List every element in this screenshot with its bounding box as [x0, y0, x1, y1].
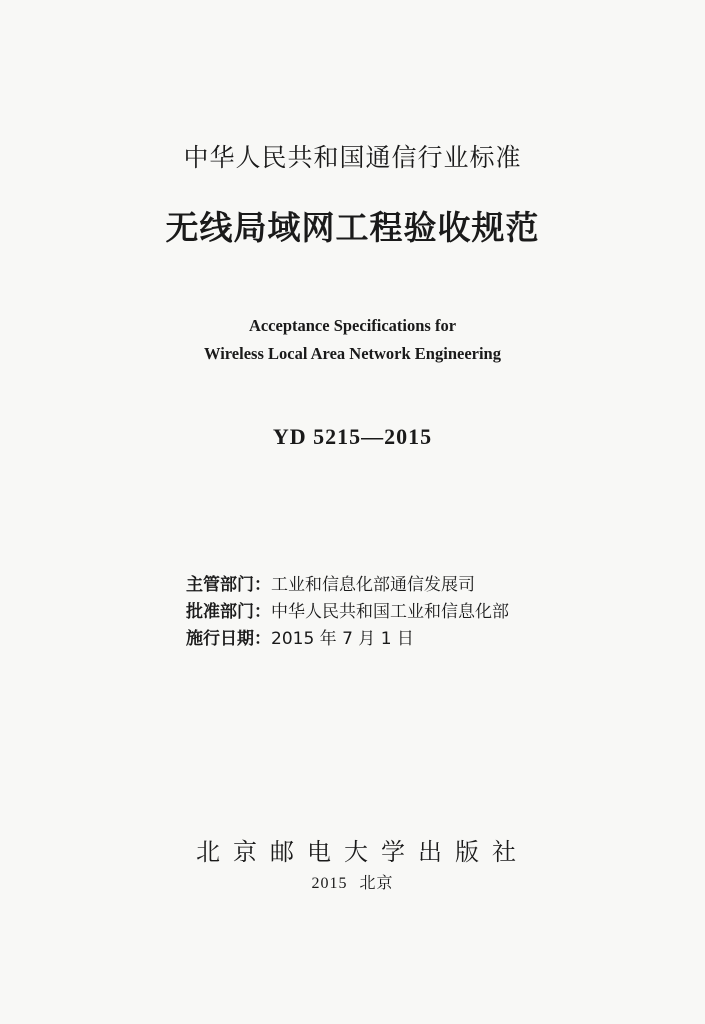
document-title-cn: 无线局域网工程验收规范	[165, 208, 540, 247]
publication-place: 北京	[359, 875, 394, 892]
standard-number: YD 5215—2015	[272, 424, 433, 449]
publication-year: 2015	[311, 875, 348, 892]
effective-value: 2015 年 7 月 1 日	[271, 629, 414, 649]
title-en-line-1: Acceptance Specifications for	[248, 316, 457, 335]
standard-category: 中华人民共和国通信行业标准	[183, 143, 522, 172]
publication-info	[0, 870, 705, 893]
title-en-line-2: Wireless Local Area Network Engineering	[204, 344, 501, 363]
publisher-name: 北京邮电大学出版社	[196, 838, 529, 866]
approval-label: 批准部门：	[186, 602, 271, 622]
department-label: 主管部门：	[186, 575, 271, 595]
document-title-en	[0, 312, 705, 368]
approval-value: 中华人民共和国工业和信息化部	[271, 602, 509, 622]
meta-info	[186, 572, 509, 653]
effective-label: 施行日期：	[186, 629, 271, 649]
meta-row-department	[186, 572, 509, 599]
meta-row-approval	[186, 599, 509, 626]
meta-row-effective	[186, 626, 509, 653]
department-value: 工业和信息化部通信发展司	[271, 575, 475, 595]
